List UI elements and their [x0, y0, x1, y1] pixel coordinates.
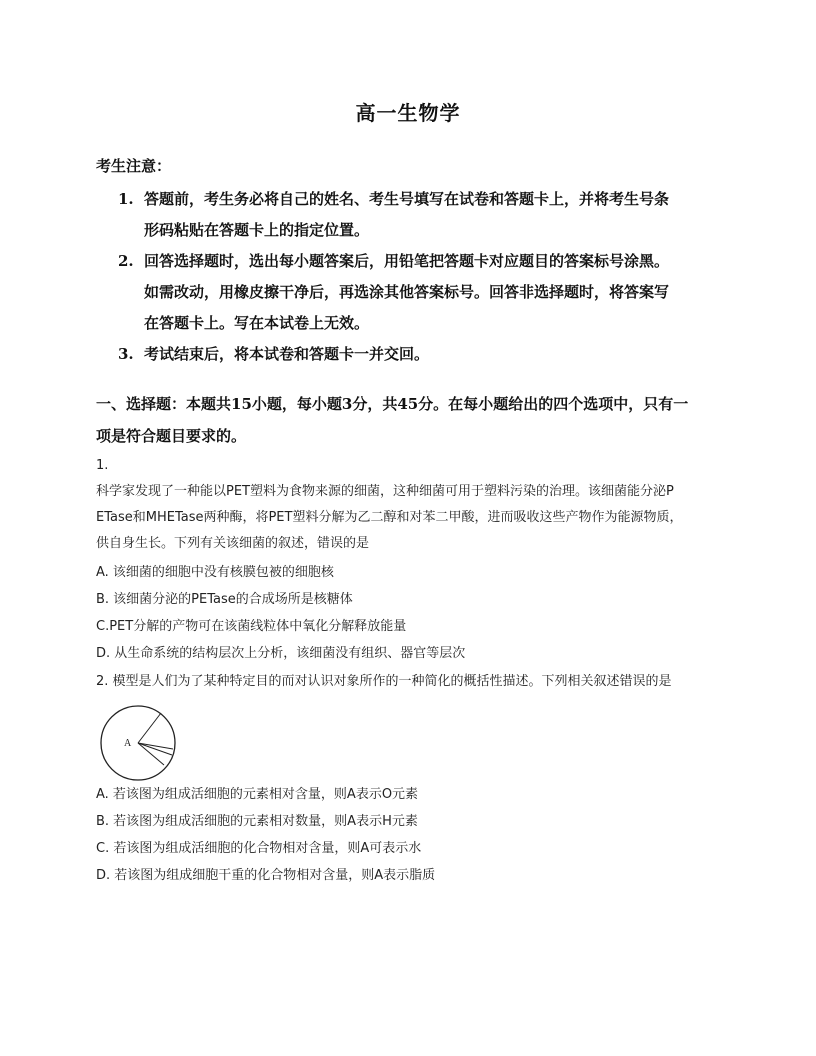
notice-heading: 考生注意：	[96, 157, 172, 175]
q1-option-c: C.PET分解的产物可在该菌线粒体中氧化分解释放能量	[96, 619, 407, 634]
question-stem-line: 供自身生长。下列有关该细菌的叙述，错误的是	[96, 536, 370, 551]
notice-item-line: 回答选择题时，选出每小题答案后，用铅笔把答题卡对应题目的答案标号涂黑。	[144, 252, 670, 270]
pie-label-a: A	[124, 738, 132, 749]
notice-item-3	[118, 339, 718, 370]
notice-item-1	[118, 184, 718, 246]
section-heading	[96, 388, 720, 452]
notice-item-number: 2.	[118, 252, 134, 270]
q1-option-a: A. 该细菌的细胞中没有核膜包被的细胞核	[96, 565, 334, 580]
notice-item-line: 答题前，考生务必将自己的姓名、考生号填写在试卷和答题卡上，并将考生号条	[144, 190, 670, 208]
notice-item-2	[118, 246, 718, 339]
q1-option-b: B. 该细菌分泌的PETase的合成场所是核糖体	[96, 592, 353, 607]
pie-slice-line	[138, 713, 161, 743]
q2-option-a: A. 若该图为组成活细胞的元素相对含量，则A表示O元素	[96, 787, 419, 802]
question-2-stem: 2. 模型是人们为了某种特定目的而对认识对象所作的一种简化的概括性描述。下列相关叙述错误的是	[96, 674, 672, 689]
pie-diagram	[98, 703, 178, 783]
question-stem-line: 科学家发现了一种能以PET塑料为食物来源的细菌，这种细菌可用于塑料污染的治理。该细菌能分泌P	[96, 484, 674, 499]
question-1	[96, 453, 718, 557]
pie-slice-line	[138, 743, 173, 749]
pie-slice-line	[138, 743, 172, 755]
question-number: 1.	[96, 458, 109, 473]
notice-item-line: 考试结束后，将本试卷和答题卡一并交回。	[144, 345, 430, 363]
page-title: 高一生物学	[355, 101, 461, 125]
notice-item-line: 如需改动，用橡皮擦干净后，再选涂其他答案标号。回答非选择题时，将答案写	[144, 283, 670, 301]
section-heading-line: 一、选择题：本题共15小题，每小题3分，共45分。在每小题给出的四个选项中，只有一	[96, 395, 689, 413]
q2-option-b: B. 若该图为组成活细胞的元素相对数量，则A表示H元素	[96, 814, 418, 829]
notice-item-number: 3.	[118, 345, 134, 363]
notice-item-line: 在答题卡上。写在本试卷上无效。	[144, 314, 370, 332]
question-stem-line: ETase和MHETase两种酶，将PET塑料分解为乙二醇和对苯二甲酸，进而吸收这些产物作为能源物质，	[96, 510, 683, 525]
notice-item-number: 1.	[118, 190, 134, 208]
q1-option-d: D. 从生命系统的结构层次上分析，该细菌没有组织、器官等层次	[96, 646, 466, 661]
q2-option-c: C. 若该图为组成活细胞的化合物相对含量，则A可表示水	[96, 841, 422, 856]
section-heading-line: 项是符合题目要求的。	[96, 427, 247, 445]
notice-item-line: 形码粘贴在答题卡上的指定位置。	[144, 221, 370, 239]
q2-option-d: D. 若该图为组成细胞干重的化合物相对含量，则A表示脂质	[96, 868, 436, 883]
